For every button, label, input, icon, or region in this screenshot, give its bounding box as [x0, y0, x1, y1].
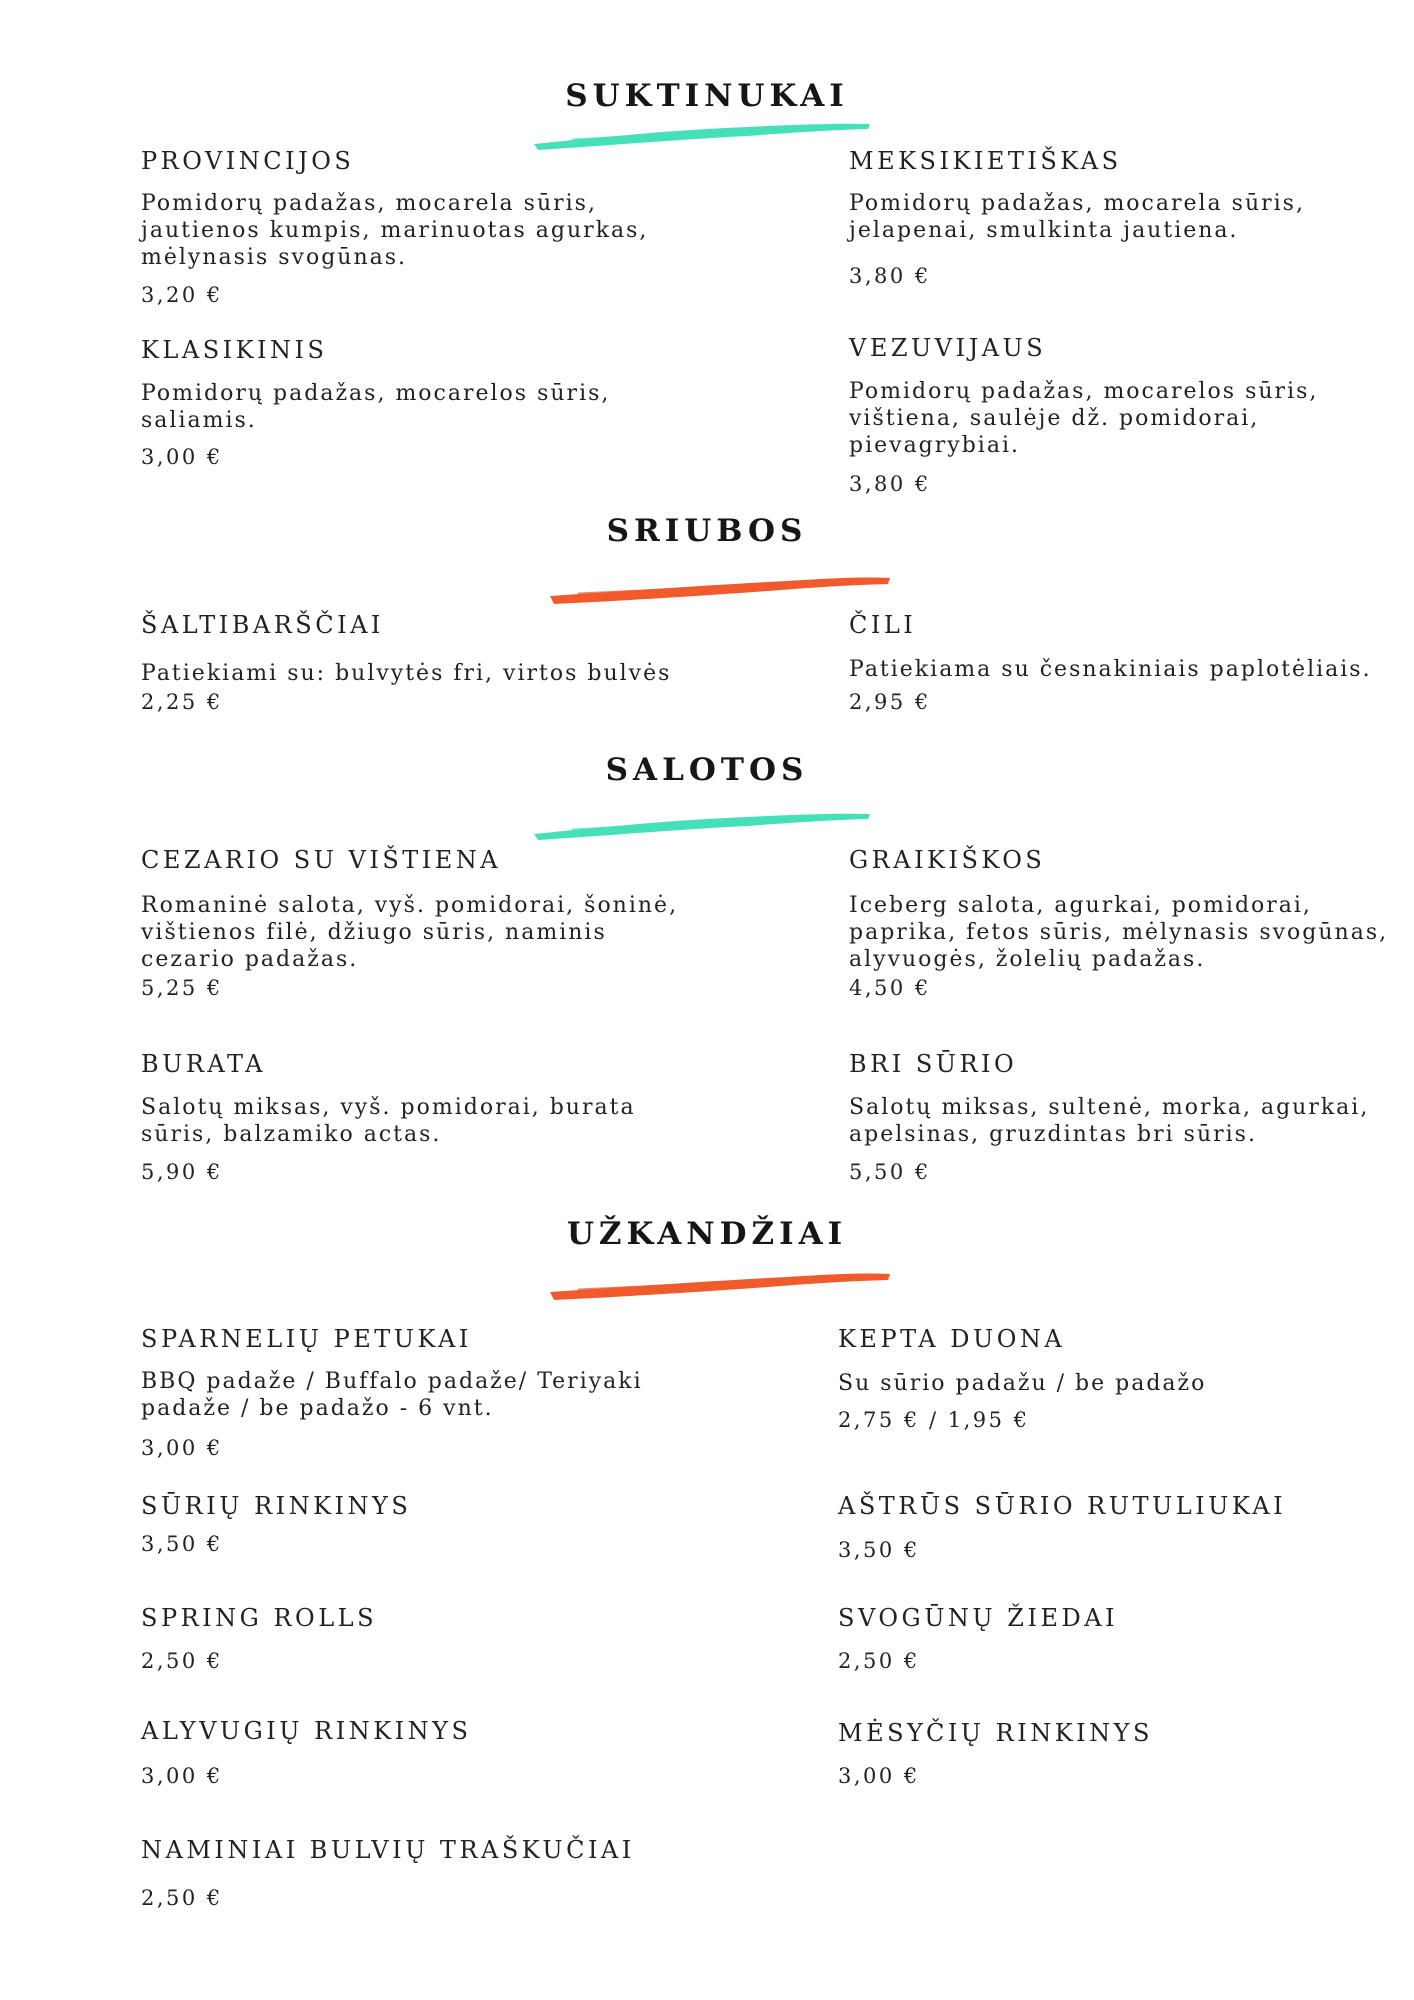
section-title-uzkandziai: UŽKANDŽIAI	[566, 1216, 848, 1252]
item-price-provincijos: 3,20 €	[141, 283, 223, 307]
item-name-vezuvijaus: VEZUVIJAUS	[849, 334, 1047, 362]
item-price-suriu-rinkinys: 3,50 €	[141, 1532, 223, 1556]
item-name-svogunu-ziedai: SVOGŪNŲ ŽIEDAI	[838, 1604, 1119, 1632]
item-name-suriu-rinkinys: SŪRIŲ RINKINYS	[141, 1492, 412, 1520]
item-name-sparneliu-petukai: SPARNELIŲ PETUKAI	[141, 1325, 472, 1353]
item-price-alyvugiu-rinkinys: 3,00 €	[141, 1764, 223, 1788]
item-price-naminiai-bulviu-traskuciai: 2,50 €	[141, 1886, 223, 1910]
item-price-klasikinis: 3,00 €	[141, 445, 223, 469]
teal-brush-stroke	[532, 808, 872, 842]
item-price-mesyciu-rinkinys: 3,00 €	[838, 1764, 920, 1788]
item-desc-klasikinis: Pomidorų padažas, mocarelos sūris, saliamis.	[141, 381, 611, 433]
item-desc-cili: Patiekiama su česnakiniais paplotėliais.	[849, 657, 1372, 682]
item-name-alyvugiu-rinkinys: ALYVUGIŲ RINKINYS	[141, 1717, 472, 1745]
item-price-cili: 2,95 €	[849, 690, 931, 714]
item-price-astrus-surio-rutuliukai: 3,50 €	[838, 1538, 920, 1562]
item-name-cezario: CEZARIO SU VIŠTIENA	[141, 846, 502, 874]
item-price-cezario: 5,25 €	[141, 976, 223, 1000]
item-desc-cezario: Romaninė salota, vyš. pomidorai, šoninė, vištienos filė, džiugo sūris, naminis cezario padažas.	[141, 893, 679, 972]
orange-brush-stroke	[548, 1268, 893, 1302]
item-price-vezuvijaus: 3,80 €	[849, 472, 931, 496]
item-name-spring-rolls: SPRING ROLLS	[141, 1604, 378, 1632]
item-price-sparneliu-petukai: 3,00 €	[141, 1436, 223, 1460]
item-name-provincijos: PROVINCIJOS	[141, 147, 355, 175]
item-name-saltibarsciai: ŠALTIBARŠČIAI	[141, 611, 384, 639]
item-price-svogunu-ziedai: 2,50 €	[838, 1649, 920, 1673]
item-price-burata: 5,90 €	[141, 1160, 223, 1184]
item-price-meksikietiskas: 3,80 €	[849, 264, 931, 288]
item-desc-burata: Salotų miksas, vyš. pomidorai, burata sūris, balzamiko actas.	[141, 1095, 636, 1147]
item-name-cili: ČILI	[849, 611, 917, 639]
item-desc-provincijos: Pomidorų padažas, mocarela sūris, jautienos kumpis, marinuotas agurkas, mėlynasis svogūnas.	[141, 191, 649, 270]
section-title-salotos: SALOTOS	[605, 752, 809, 788]
orange-brush-stroke	[548, 572, 893, 606]
item-desc-saltibarsciai: Patiekiami su: bulvytės fri, virtos bulvės	[141, 661, 672, 686]
item-name-mesyciu-rinkinys: MĖSYČIŲ RINKINYS	[838, 1719, 1153, 1747]
item-desc-meksikietiskas: Pomidorų padažas, mocarela sūris, jelapenai, smulkinta jautiena.	[849, 191, 1305, 243]
teal-brush-stroke	[532, 118, 872, 152]
item-name-bri-surio: BRI SŪRIO	[849, 1050, 1018, 1078]
item-name-naminiai-bulviu-traskuciai: NAMINIAI BULVIŲ TRAŠKUČIAI	[141, 1836, 635, 1864]
item-desc-vezuvijaus: Pomidorų padažas, mocarelos sūris, vištiena, saulėje dž. pomidorai, pievagrybiai.	[849, 379, 1319, 458]
item-name-astrus-surio-rutuliukai: AŠTRŪS SŪRIO RUTULIUKAI	[838, 1492, 1287, 1520]
item-desc-graikiskos: Iceberg salota, agurkai, pomidorai, paprika, fetos sūris, mėlynasis svogūnas, alyvuogės, žolelių padažas.	[849, 893, 1389, 972]
item-price-graikiskos: 4,50 €	[849, 976, 931, 1000]
item-price-spring-rolls: 2,50 €	[141, 1649, 223, 1673]
item-name-klasikinis: KLASIKINIS	[141, 336, 328, 364]
item-name-meksikietiskas: MEKSIKIETIŠKAS	[849, 147, 1122, 175]
item-name-kepta-duona: KEPTA DUONA	[838, 1325, 1066, 1353]
item-name-graikiskos: GRAIKIŠKOS	[849, 846, 1046, 874]
section-title-sriubos: SRIUBOS	[606, 513, 808, 549]
item-name-burata: BURATA	[141, 1050, 266, 1078]
item-desc-sparneliu-petukai: BBQ padaže / Buffalo padaže/ Teriyaki padaže / be padažo - 6 vnt.	[141, 1369, 643, 1421]
item-desc-kepta-duona: Su sūrio padažu / be padažo	[838, 1371, 1207, 1396]
item-price-kepta-duona: 2,75 € / 1,95 €	[838, 1408, 1030, 1432]
item-desc-bri-surio: Salotų miksas, sultenė, morka, agurkai, apelsinas, gruzdintas bri sūris.	[849, 1095, 1370, 1147]
item-price-saltibarsciai: 2,25 €	[141, 690, 223, 714]
section-title-suktinukai: SUKTINUKAI	[565, 78, 849, 114]
item-price-bri-surio: 5,50 €	[849, 1160, 931, 1184]
